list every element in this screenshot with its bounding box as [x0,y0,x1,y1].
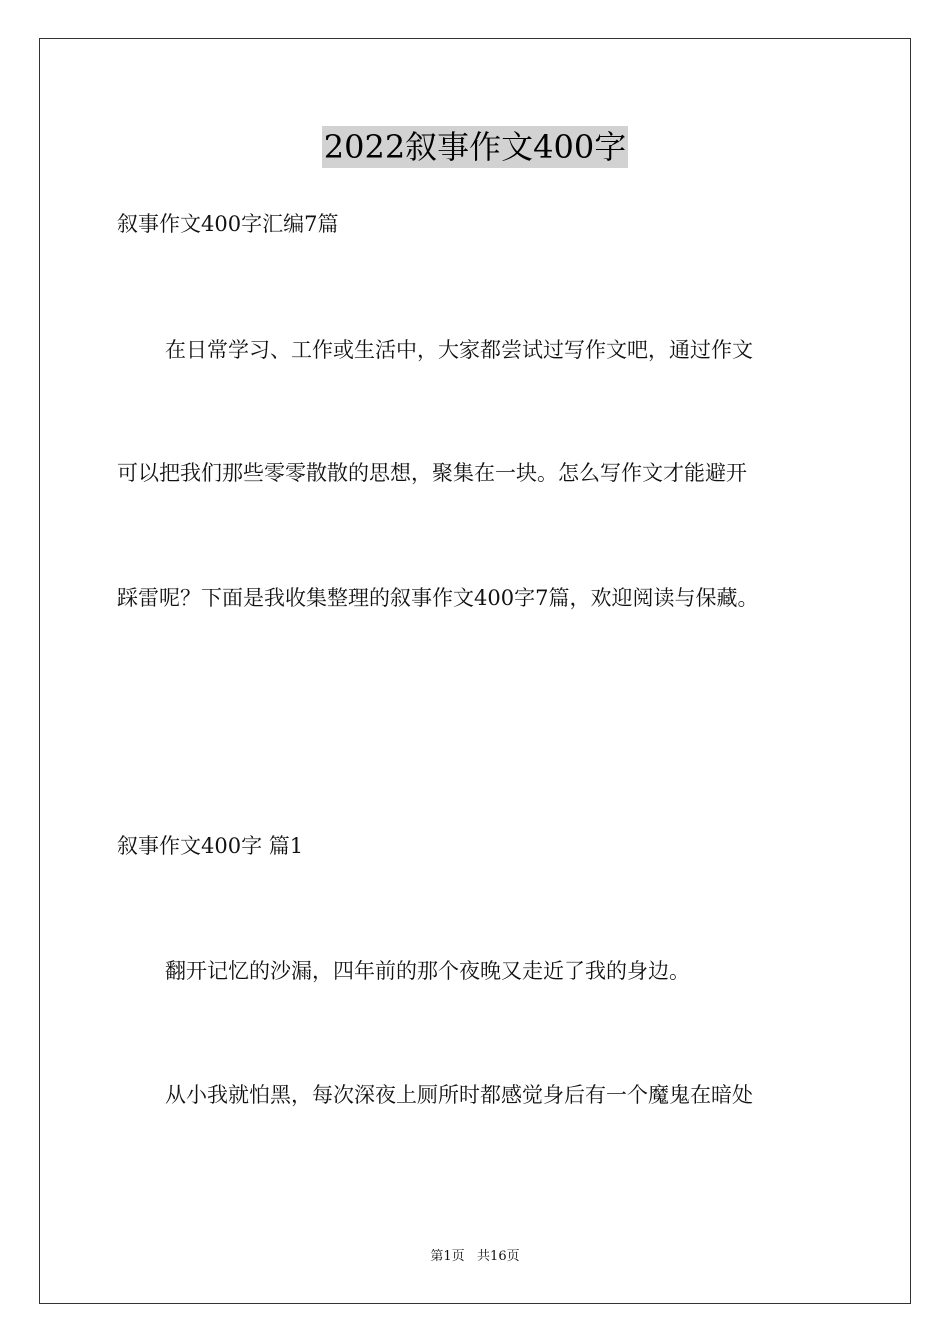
intro-line-2: 可以把我们那些零零散散的思想，聚集在一块。怎么写作文才能避开 [117,461,747,485]
section-heading: 叙事作文400字 篇1 [117,834,304,858]
page-number-footer: 第1页 共16页 [430,1249,520,1264]
title-container [0,126,950,168]
document-title: 2022叙事作文400字 [323,128,627,166]
body-line-2: 从小我就怕黑，每次深夜上厕所时都感觉身后有一个魔鬼在暗处 [165,1083,753,1107]
document-subtitle: 叙事作文400字汇编7篇 [117,212,339,236]
intro-line-1: 在日常学习、工作或生活中，大家都尝试过写作文吧，通过作文 [165,338,753,362]
body-line-1: 翻开记忆的沙漏，四年前的那个夜晚又走近了我的身边。 [165,959,690,983]
intro-line-3: 踩雷呢？下面是我收集整理的叙事作文400字7篇，欢迎阅读与保藏。 [117,586,759,610]
